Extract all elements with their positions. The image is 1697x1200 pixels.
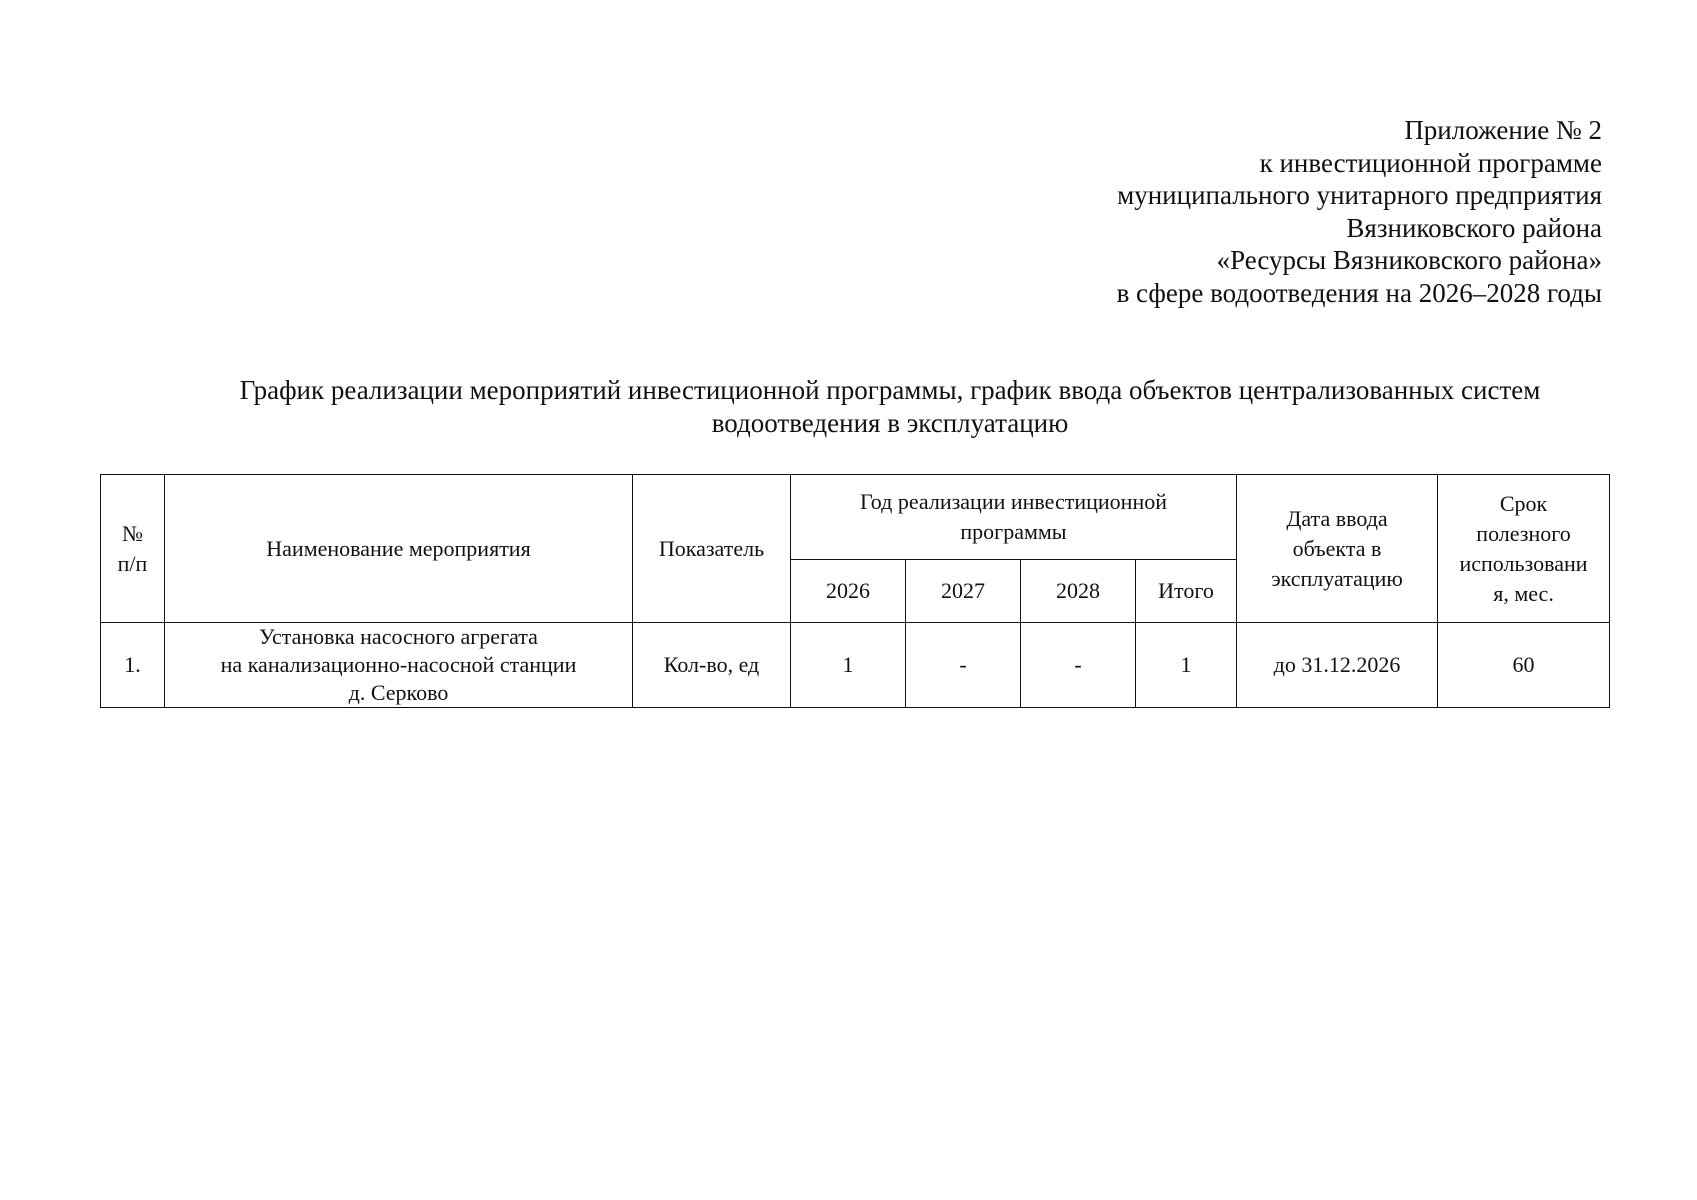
cell-commission-date: до 31.12.2026 [1237, 623, 1438, 708]
header-commission-date [1237, 475, 1438, 623]
header-life-line: использовани [1459, 550, 1588, 576]
header-life-line: я, мес. [1493, 580, 1554, 606]
document-title [190, 374, 1590, 440]
header-commission-line: эксплуатацию [1271, 565, 1403, 591]
cell-value-total: 1 [1136, 623, 1237, 708]
header-useful-life [1438, 475, 1610, 623]
cell-useful-life: 60 [1438, 623, 1610, 708]
cell-value-2027: - [906, 623, 1021, 708]
header-commission-line: объекта в [1292, 535, 1382, 561]
annex-line: Вязниковского района [1346, 212, 1602, 243]
annex-line: муниципального унитарного предприятия [1117, 180, 1602, 211]
table-header-row [101, 475, 1610, 560]
cell-value-2028: - [1021, 623, 1136, 708]
header-number-line: № [122, 520, 143, 546]
header-life-line: Срок [1499, 490, 1548, 516]
annex-line: Приложение № 2 [1404, 115, 1602, 145]
header-year-group-line: программы [960, 519, 1067, 544]
annex-line: «Ресурсы Вязниковского района» [1216, 245, 1602, 276]
header-commission-line: Дата ввода [1286, 505, 1388, 531]
cell-name-line: Установка насосного агрегата [259, 624, 538, 649]
cell-value-2026: 1 [791, 623, 906, 708]
schedule-table [100, 474, 1610, 708]
header-number [101, 475, 165, 623]
header-year-group [791, 475, 1237, 560]
cell-number: 1. [101, 623, 165, 708]
table-row [101, 623, 1610, 708]
title-line-1: График реализации мероприятий инвестиционной программы, график ввода объектов централизованных систем [239, 375, 1541, 405]
header-year-2027: 2027 [906, 560, 1021, 623]
header-year-group-line: Год реализации инвестиционной [860, 489, 1168, 514]
header-number-line: п/п [117, 550, 148, 576]
header-year-total: Итого [1136, 560, 1237, 623]
header-name: Наименование мероприятия [165, 475, 633, 623]
cell-name-line: на канализационно-насосной станции [220, 652, 577, 677]
annex-header [1117, 114, 1602, 310]
header-indicator: Показатель [633, 475, 791, 623]
cell-name [165, 623, 633, 708]
header-life-line: полезного [1476, 520, 1571, 546]
annex-line: в сфере водоотведения на 2026–2028 годы [1116, 277, 1602, 308]
header-year-2028: 2028 [1021, 560, 1136, 623]
title-line-2: водоотведения в эксплуатацию [711, 408, 1069, 438]
annex-line: к инвестиционной программе [1259, 147, 1602, 178]
cell-name-line: д. Серково [348, 680, 449, 705]
header-year-2026: 2026 [791, 560, 906, 623]
cell-indicator: Кол-во, ед [633, 623, 791, 708]
